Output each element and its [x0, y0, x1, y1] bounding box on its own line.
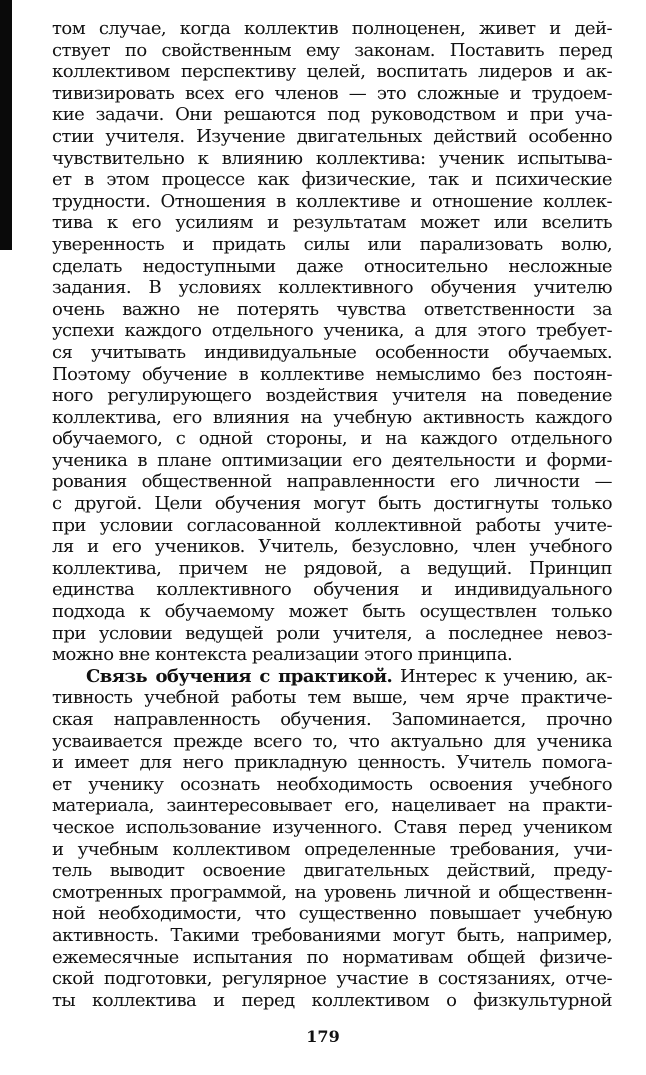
paragraph-1	[52, 18, 612, 666]
text-line	[52, 666, 612, 688]
text-line: коллективом перспективу целей, воспитать лидеров и ак-	[52, 61, 612, 83]
text-line: Поэтому обучение в коллективе немыслимо без постоян-	[52, 363, 612, 385]
text-line: задания. В условиях коллективного обучения учителю	[52, 277, 612, 299]
text-line: коллектива, его влияния на учебную активность каждого	[52, 406, 612, 428]
text-line: успехи каждого отдельного ученика, а для этого требует-	[52, 320, 612, 342]
text-line: сделать недоступными даже относительно несложные	[52, 255, 612, 277]
text-line: ет в этом процессе как физические, так и психические	[52, 169, 612, 191]
text-line: ся учитывать индивидуальные особенности обучаемых.	[52, 341, 612, 363]
text-line: материала, заинтересовывает его, нацеливает на практи-	[52, 795, 612, 817]
text-line: ученика в плане оптимизации его деятельности и форми-	[52, 449, 612, 471]
text-line: и учебным коллективом определенные требования, учи-	[52, 838, 612, 860]
text-line: трудности. Отношения в коллективе и отношение коллек-	[52, 190, 612, 212]
heading-continuation: Интерес к учению, ак-	[392, 665, 612, 687]
text-line: тива к его усилиям и результатам может или вселить	[52, 212, 612, 234]
page-body	[52, 18, 612, 1011]
text-line: стии учителя. Изучение двигательных действий особенно	[52, 125, 612, 147]
text-line: ежемесячные испытания по нормативам общей физиче-	[52, 946, 612, 968]
text-line: активность. Такими требованиями могут быть, например,	[52, 924, 612, 946]
text-line: смотренных программой, на уровень личной и общественн-	[52, 881, 612, 903]
text-line: уверенность и придать силы или парализовать волю,	[52, 233, 612, 255]
text-line: том случае, когда коллектив полноценен, живет и дей-	[52, 18, 612, 39]
text-line: усваивается прежде всего то, что актуально для ученика	[52, 730, 612, 752]
text-line: при условии ведущей роли учителя, а последнее невоз-	[52, 622, 612, 644]
text-line: чувствительно к влиянию коллектива: ученик испытыва-	[52, 147, 612, 169]
text-line: ческое использование изученного. Ставя перед учеником	[52, 816, 612, 838]
page-number: 179	[306, 1027, 340, 1046]
text-line: с другой. Цели обучения могут быть достигнуты только	[52, 493, 612, 515]
text-line: очень важно не потерять чувства ответственности за	[52, 298, 612, 320]
text-line: ская направленность обучения. Запоминается, прочно	[52, 709, 612, 730]
text-line: ствует по свойственным ему законам. Поставить перед	[52, 39, 612, 61]
text-line: ской подготовки, регулярное участие в состязаниях, отче-	[52, 968, 612, 990]
text-line: ет ученику осознать необходимость освоения учебного	[52, 773, 612, 795]
text-line: кие задачи. Они решаются под руководством и при уча-	[52, 104, 612, 126]
text-line: можно вне контекста реализации этого принципа.	[52, 644, 513, 666]
text-line: тивность учебной работы тем выше, чем ярче практиче-	[52, 687, 612, 709]
section-heading: Связь обучения с практикой.	[86, 665, 393, 687]
text-line: тель выводит освоение двигательных действий, преду-	[52, 860, 612, 882]
text-line: тивизировать всех его членов — это сложные и трудоем-	[52, 82, 612, 104]
paragraph-2	[52, 666, 612, 1012]
text-line: при условии согласованной коллективной работы учите-	[52, 514, 612, 536]
text-line: ты коллектива и перед коллективом о физкультурной	[52, 989, 612, 1011]
text-line: ля и его учеников. Учитель, безусловно, член учебного	[52, 536, 612, 558]
text-line: ной необходимости, что существенно повышает учебную	[52, 903, 612, 925]
binding-edge	[0, 0, 12, 250]
text-line: рования общественной направленности его личности —	[52, 471, 612, 493]
text-line: ного регулирующего воздействия учителя на поведение	[52, 385, 612, 407]
text-line: коллектива, причем не рядовой, а ведущий. Принцип	[52, 557, 612, 579]
text-line: обучаемого, с одной стороны, и на каждого отдельного	[52, 428, 612, 450]
text-line: единства коллективного обучения и индивидуального	[52, 579, 612, 601]
text-line: и имеет для него прикладную ценность. Учитель помога-	[52, 752, 612, 774]
text-line: подхода к обучаемому может быть осуществлен только	[52, 601, 612, 623]
